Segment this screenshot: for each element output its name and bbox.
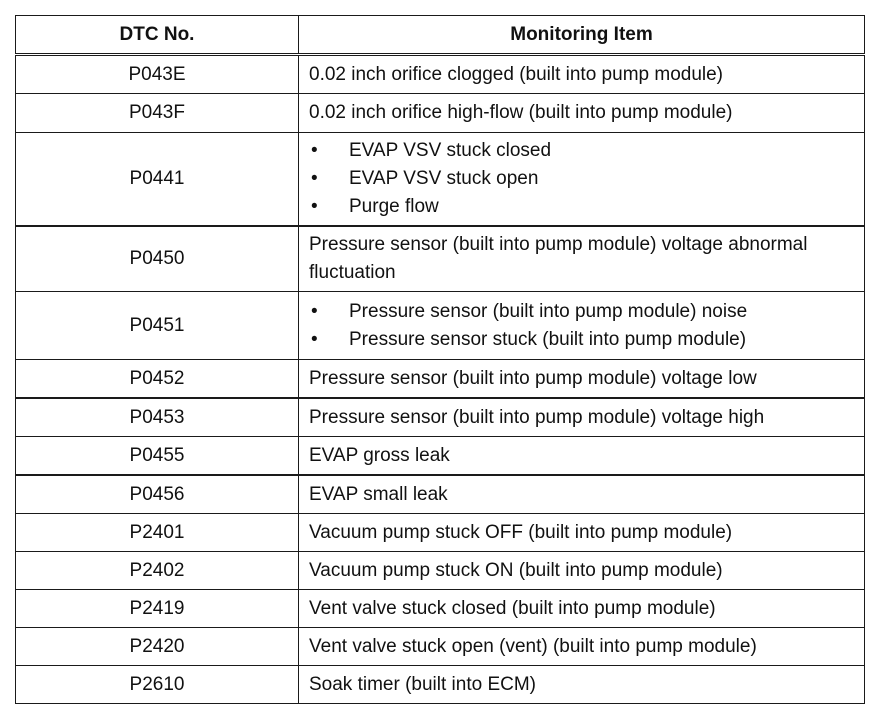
monitoring-item: Soak timer (built into ECM) bbox=[299, 666, 865, 704]
table-row bbox=[16, 133, 865, 227]
table-row bbox=[16, 55, 865, 94]
dtc-code: P0453 bbox=[16, 398, 299, 437]
monitoring-item: 0.02 inch orifice high-flow (built into pump module) bbox=[299, 94, 865, 133]
table-row bbox=[16, 94, 865, 133]
bullet-dot: • bbox=[311, 140, 318, 161]
header-dtc-no: DTC No. bbox=[16, 16, 299, 55]
dtc-code: P2610 bbox=[16, 666, 299, 704]
monitoring-item bbox=[299, 292, 865, 360]
monitoring-item: Vent valve stuck open (vent) (built into pump module) bbox=[299, 628, 865, 666]
bullet-dot: • bbox=[311, 300, 318, 322]
bullet-text: Pressure sensor stuck (built into pump module) bbox=[349, 328, 747, 350]
table-row bbox=[16, 590, 865, 628]
bullet-text: Purge flow bbox=[349, 196, 439, 217]
dtc-code: P2420 bbox=[16, 628, 299, 666]
bullet-dot: • bbox=[311, 168, 318, 189]
monitoring-item: Vacuum pump stuck ON (built into pump module) bbox=[299, 552, 865, 590]
dtc-code: P0441 bbox=[16, 133, 299, 227]
bullet-item bbox=[309, 165, 854, 193]
table-row bbox=[16, 628, 865, 666]
monitoring-item: Pressure sensor (built into pump module) voltage high bbox=[299, 398, 865, 437]
dtc-code: P0450 bbox=[16, 226, 299, 292]
table-header bbox=[16, 16, 865, 55]
bullet-text: Pressure sensor (built into pump module) noise bbox=[349, 300, 748, 322]
header-row bbox=[16, 16, 865, 55]
bullet-item bbox=[309, 137, 854, 165]
dtc-code: P0452 bbox=[16, 360, 299, 399]
dtc-code: P043E bbox=[16, 55, 299, 94]
table-row bbox=[16, 360, 865, 399]
bullet-item bbox=[309, 193, 854, 221]
table-body bbox=[16, 55, 865, 704]
dtc-code: P2401 bbox=[16, 514, 299, 552]
bullet-list bbox=[309, 137, 854, 221]
dtc-code: P0455 bbox=[16, 437, 299, 476]
bullet-text: EVAP VSV stuck open bbox=[349, 168, 539, 189]
table-row bbox=[16, 226, 865, 292]
header-monitoring-item: Monitoring Item bbox=[299, 16, 865, 55]
table-row bbox=[16, 398, 865, 437]
monitoring-item: Vacuum pump stuck OFF (built into pump module) bbox=[299, 514, 865, 552]
monitoring-item: Pressure sensor (built into pump module) voltage abnormal fluctuation bbox=[299, 226, 865, 292]
bullet-list bbox=[309, 298, 854, 354]
monitoring-item: EVAP gross leak bbox=[299, 437, 865, 476]
table-row bbox=[16, 552, 865, 590]
table-row bbox=[16, 475, 865, 514]
monitoring-item: Vent valve stuck closed (built into pump module) bbox=[299, 590, 865, 628]
dtc-code: P0456 bbox=[16, 475, 299, 514]
table-row bbox=[16, 437, 865, 476]
dtc-code: P0451 bbox=[16, 292, 299, 360]
monitoring-item: 0.02 inch orifice clogged (built into pump module) bbox=[299, 55, 865, 94]
table-row bbox=[16, 666, 865, 704]
bullet-dot: • bbox=[311, 328, 318, 350]
monitoring-item bbox=[299, 133, 865, 227]
dtc-code: P2402 bbox=[16, 552, 299, 590]
dtc-monitoring-table bbox=[15, 15, 865, 704]
bullet-item bbox=[309, 326, 854, 354]
table-row bbox=[16, 514, 865, 552]
dtc-code: P043F bbox=[16, 94, 299, 133]
bullet-item bbox=[309, 298, 854, 326]
dtc-code: P2419 bbox=[16, 590, 299, 628]
bullet-dot: • bbox=[311, 196, 318, 217]
monitoring-item: Pressure sensor (built into pump module) voltage low bbox=[299, 360, 865, 399]
monitoring-item: EVAP small leak bbox=[299, 475, 865, 514]
table-row bbox=[16, 292, 865, 360]
bullet-text: EVAP VSV stuck closed bbox=[349, 140, 552, 161]
